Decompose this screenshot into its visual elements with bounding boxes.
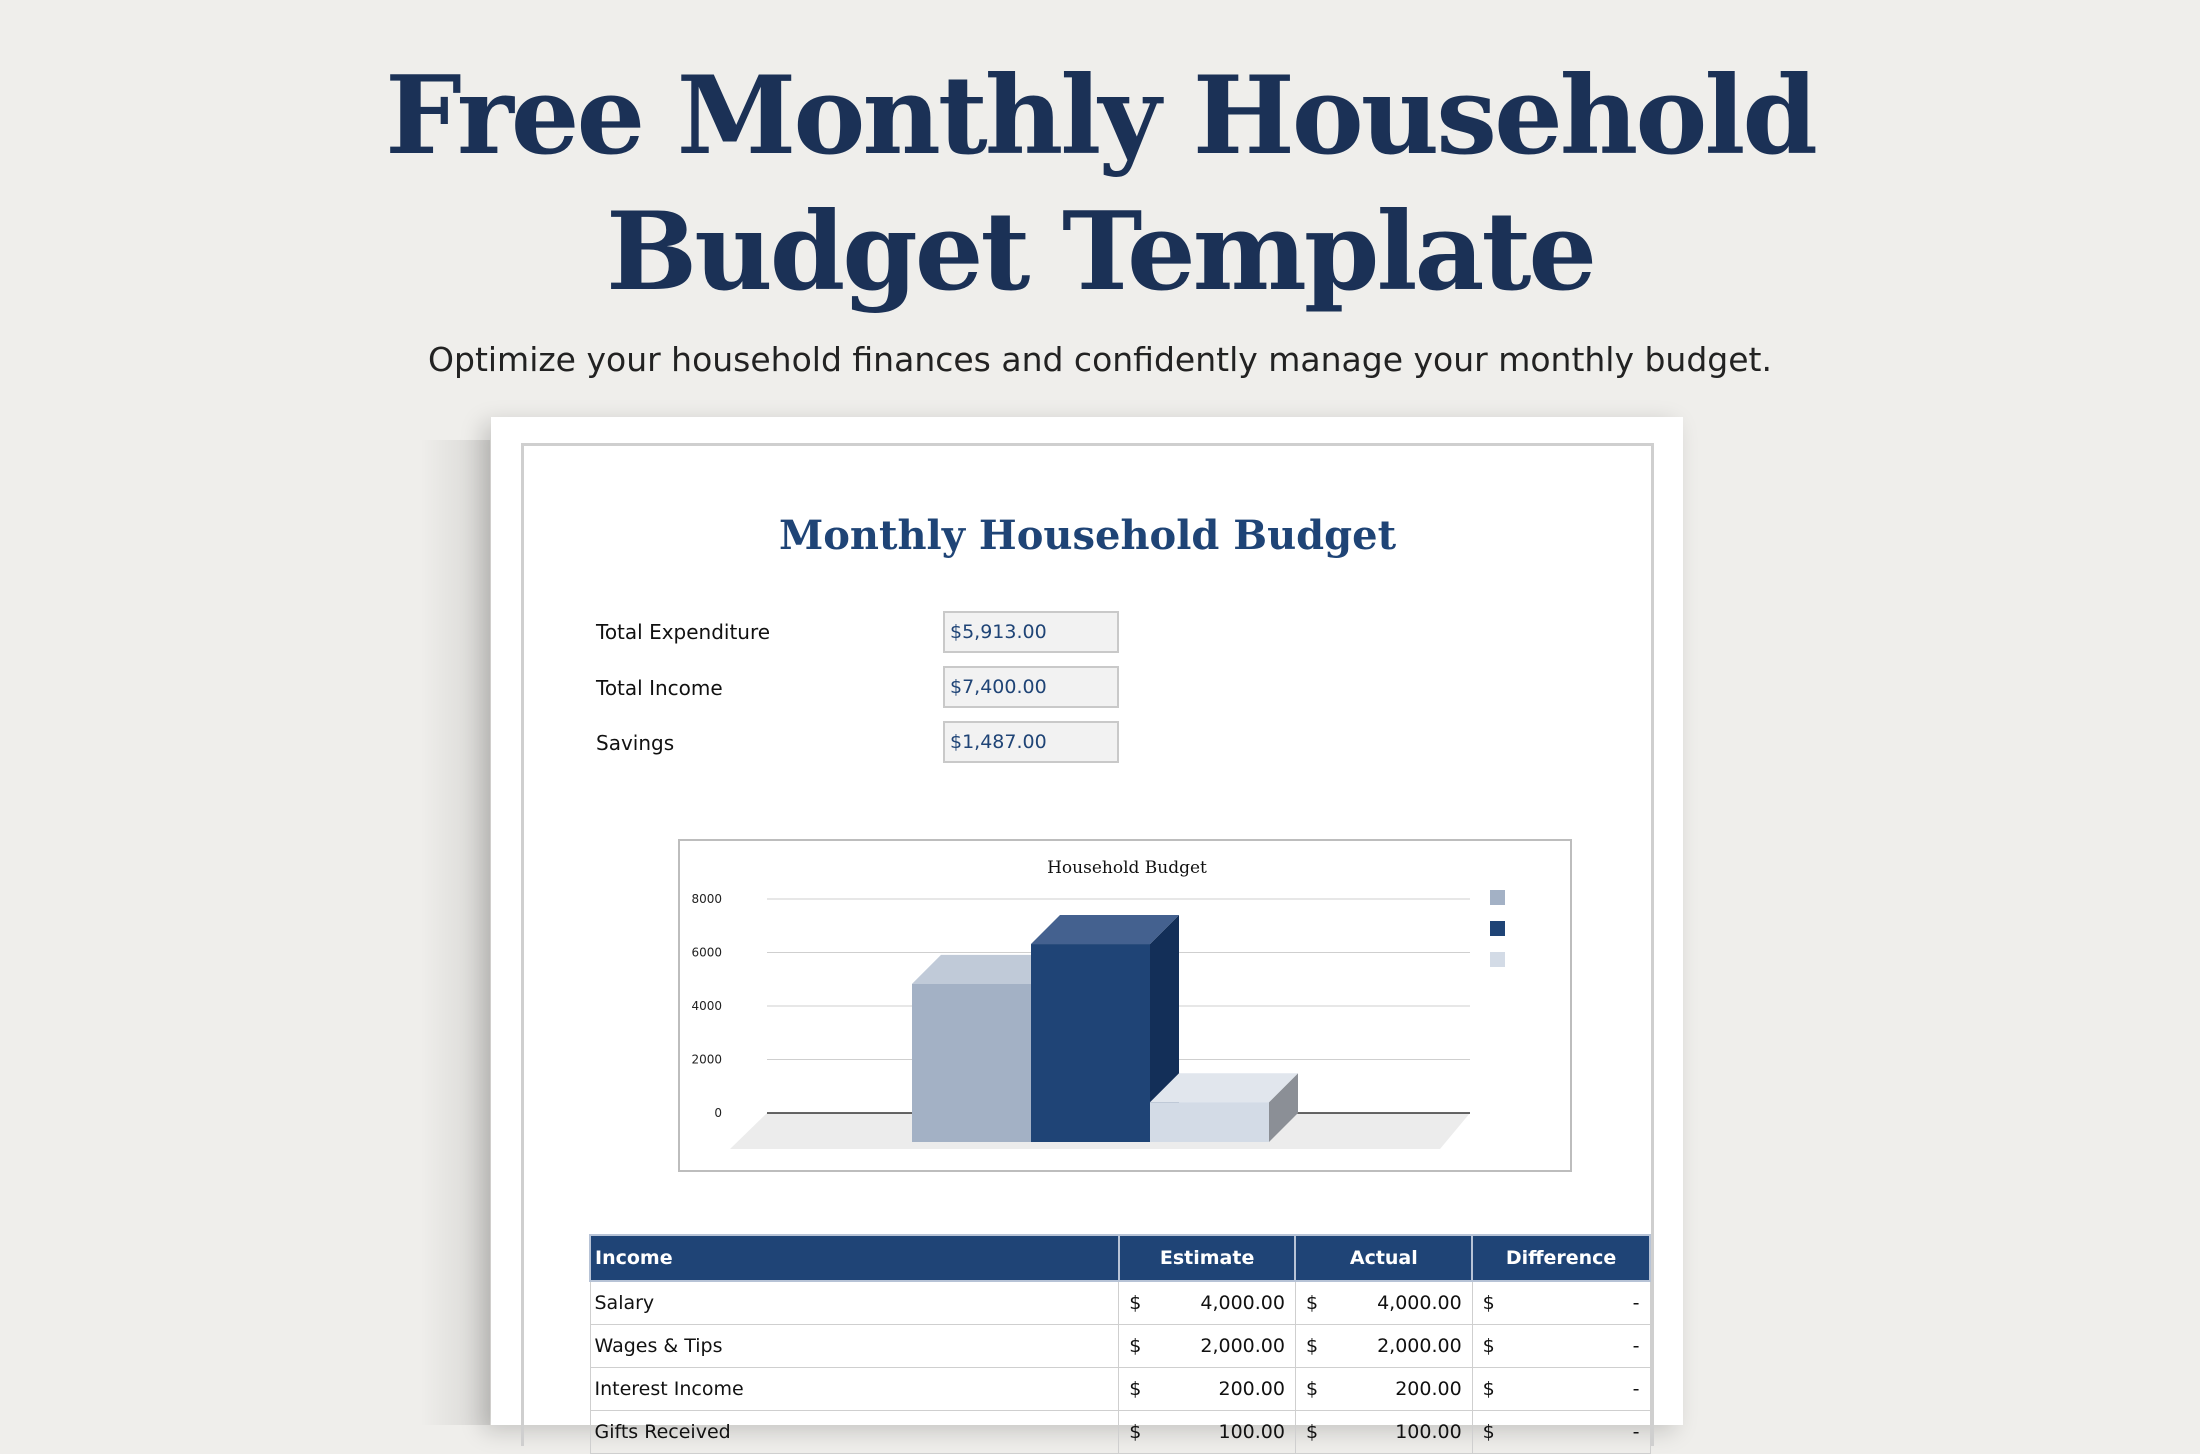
household-budget-chart [678,839,1572,1172]
header-estimate: Estimate [1119,1235,1296,1281]
summary-label-savings: Savings [596,731,675,755]
amount-estimate: 100.00 [1218,1421,1285,1443]
chart-svg [680,841,1574,1174]
amount-difference: - [1632,1335,1640,1357]
cell-estimate[interactable] [1119,1325,1296,1368]
currency-symbol: $ [1482,1421,1495,1443]
header-difference: Difference [1472,1235,1650,1281]
summary-value-savings[interactable]: $1,487.00 [943,721,1119,763]
cell-difference[interactable] [1472,1411,1650,1454]
currency-symbol: $ [1482,1292,1495,1314]
y-tick-label: 0 [714,1106,722,1120]
header-income: Income [590,1235,1119,1281]
cell-actual[interactable] [1295,1325,1472,1368]
header-actual: Actual [1295,1235,1472,1281]
table-row [590,1281,1650,1325]
row-label: Interest Income [590,1368,1119,1411]
summary-value-expenditure[interactable]: $5,913.00 [943,611,1119,653]
currency-symbol: $ [1305,1421,1319,1443]
summary-label-expenditure: Total Expenditure [596,620,771,644]
table-header-row [590,1235,1650,1281]
amount-actual: 200.00 [1395,1378,1462,1400]
hero-title-line1: Free Monthly Household [385,53,1815,179]
amount-actual: 4,000.00 [1377,1292,1462,1314]
y-tick-label: 2000 [691,1052,722,1067]
amount-estimate: 200.00 [1218,1378,1285,1400]
currency-symbol: $ [1129,1292,1142,1314]
legend-swatch [1490,921,1505,936]
bar [912,984,1031,1142]
chart-title: Household Budget [1047,858,1207,878]
currency-symbol: $ [1305,1335,1319,1357]
cell-estimate[interactable] [1119,1368,1296,1411]
bar [1150,1102,1269,1142]
legend-swatch [1490,952,1505,967]
currency-symbol: $ [1482,1378,1495,1400]
hero-subtitle: Optimize your household finances and confidently manage your monthly budget. [428,340,1772,379]
amount-difference: - [1632,1421,1640,1443]
hero-title [0,48,2200,320]
currency-symbol: $ [1129,1378,1142,1400]
y-tick-label: 4000 [691,999,722,1013]
table-row [590,1325,1650,1368]
bar [1031,944,1150,1142]
table-row [590,1411,1650,1454]
amount-actual: 2,000.00 [1377,1335,1462,1357]
currency-symbol: $ [1305,1378,1319,1400]
cell-actual[interactable] [1295,1281,1472,1325]
currency-symbol: $ [1129,1421,1142,1443]
y-tick-label: 6000 [691,945,722,960]
summary-value-income[interactable]: $7,400.00 [943,666,1119,708]
page-shadow [420,440,490,1425]
amount-actual: 100.00 [1395,1421,1462,1443]
hero-title-line2: Budget Template [605,189,1595,315]
cell-actual[interactable] [1295,1411,1472,1454]
row-label: Gifts Received [590,1411,1119,1454]
income-table [589,1234,1651,1454]
row-label: Wages & Tips [590,1325,1119,1368]
sheet-frame [521,443,1654,1446]
y-tick-label: 8000 [691,892,722,906]
cell-estimate[interactable] [1119,1281,1296,1325]
amount-difference: - [1632,1378,1640,1400]
amount-estimate: 2,000.00 [1200,1335,1285,1357]
amount-difference: - [1632,1292,1640,1314]
currency-symbol: $ [1305,1292,1319,1314]
cell-difference[interactable] [1472,1325,1650,1368]
amount-estimate: 4,000.00 [1200,1292,1285,1314]
doc-title: Monthly Household Budget [778,512,1397,559]
row-label: Salary [590,1281,1119,1325]
legend-swatch [1490,890,1505,905]
cell-difference[interactable] [1472,1281,1650,1325]
table-row [590,1368,1650,1411]
summary-label-income: Total Income [596,676,723,700]
budget-sheet [491,417,1683,1443]
currency-symbol: $ [1129,1335,1142,1357]
cell-actual[interactable] [1295,1368,1472,1411]
currency-symbol: $ [1482,1335,1495,1357]
cell-estimate[interactable] [1119,1411,1296,1454]
cell-difference[interactable] [1472,1368,1650,1411]
